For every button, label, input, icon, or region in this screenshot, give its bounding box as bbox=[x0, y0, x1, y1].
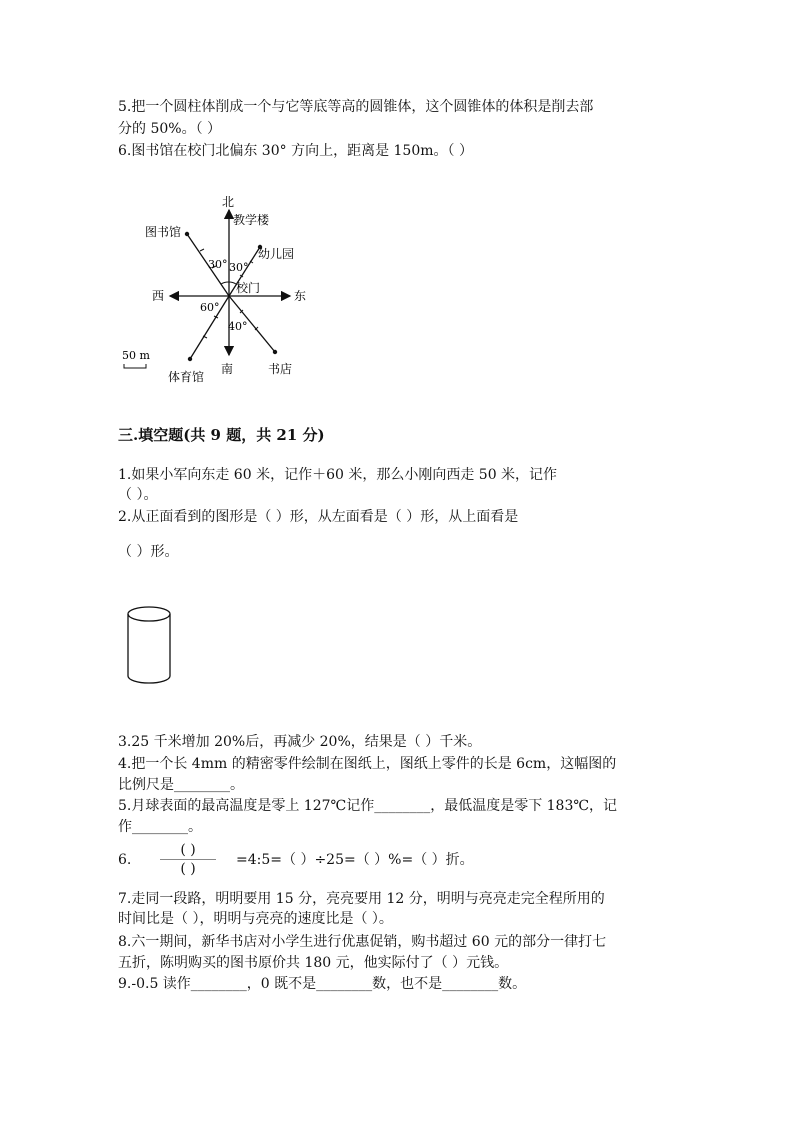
fill-q1-line2: （ ）。 bbox=[118, 487, 158, 503]
fill-q8-line2: 五折，陈明购买的图书原价共 180 元，他实际付了（ ）元钱。 bbox=[118, 955, 509, 971]
scale-bar bbox=[124, 364, 146, 368]
teaching-building-label: 教学楼 bbox=[233, 213, 270, 227]
angle-sw-label: 60° bbox=[200, 301, 220, 314]
judge-q6: 6.图书馆在校门北偏东 30° 方向上，距离是 150m。（ ） bbox=[118, 143, 473, 159]
gym-label: 体育馆 bbox=[168, 370, 205, 384]
bookstore-label: 书店 bbox=[268, 362, 293, 376]
east-label: 东 bbox=[294, 289, 307, 303]
judge-q5-line1: 5.把一个圆柱体削成一个与它等底等高的圆锥体，这个圆锥体的体积是削去部 bbox=[118, 99, 594, 115]
angle-nw-label: 30° bbox=[208, 258, 228, 271]
cylinder-figure bbox=[122, 600, 182, 690]
north-label: 北 bbox=[222, 195, 235, 209]
south-label: 南 bbox=[221, 362, 234, 376]
fill-q7-line1: 7.走同一段路，明明要用 15 分，亮亮要用 12 分，明明与亮亮走完全程所用的 bbox=[118, 891, 605, 907]
section-title: 三.填空题(共 9 题，共 21 分) bbox=[118, 426, 325, 444]
fraction-denominator: ( ) bbox=[180, 861, 196, 877]
fill-q4-line2: 比例尺是________。 bbox=[118, 777, 244, 793]
judge-q5-line2: 分的 50%。（ ） bbox=[118, 121, 222, 137]
fill-q5-line1: 5.月球表面的最高温度是零上 127℃记作________，最低温度是零下 183℃，记 bbox=[118, 798, 618, 814]
fraction bbox=[160, 842, 216, 877]
angle-se-label: 40° bbox=[228, 320, 248, 333]
fill-q8-line1: 8.六一期间，新华书店对小学生进行优惠促销，购书超过 60 元的部分一律打七 bbox=[118, 934, 607, 950]
fill-q5-line2: 作________。 bbox=[118, 819, 202, 835]
west-label: 西 bbox=[152, 289, 165, 303]
library-label: 图书馆 bbox=[145, 225, 182, 239]
fill-q9: 9.-0.5 读作________，0 既不是________数，也不是________数。 bbox=[118, 976, 527, 992]
center-label: 校门 bbox=[236, 281, 261, 295]
fill-q1-line1: 1.如果小军向东走 60 米，记作＋60 米，那么小刚向西走 50 米，记作 bbox=[118, 467, 558, 483]
kindergarten-label: 幼儿园 bbox=[258, 247, 295, 261]
fill-q4-line1: 4.把一个长 4mm 的精密零件绘制在图纸上，图纸上零件的长是 6cm，这幅图的 bbox=[118, 756, 617, 772]
fill-q2-line2: （ ）形。 bbox=[118, 544, 179, 560]
fill-q3: 3.25 千米增加 20%后，再减少 20%，结果是（ ）千米。 bbox=[118, 734, 482, 750]
angle-ne-label: 30° bbox=[229, 261, 249, 274]
fill-q6-rest: =4:5=（ ）÷25=（ ）%=（ ）折。 bbox=[236, 852, 474, 868]
fill-q7-line2: 时间比是（ ），明明与亮亮的速度比是（ ）。 bbox=[118, 911, 393, 927]
fill-q2-line1: 2.从正面看到的图形是（ ）形，从左面看是（ ）形，从上面看是 bbox=[118, 509, 519, 525]
fraction-numerator: ( ) bbox=[180, 842, 196, 858]
scale-label: 50 m bbox=[122, 349, 150, 362]
fill-q6-number: 6. bbox=[118, 852, 132, 868]
fraction-bar bbox=[160, 859, 216, 860]
